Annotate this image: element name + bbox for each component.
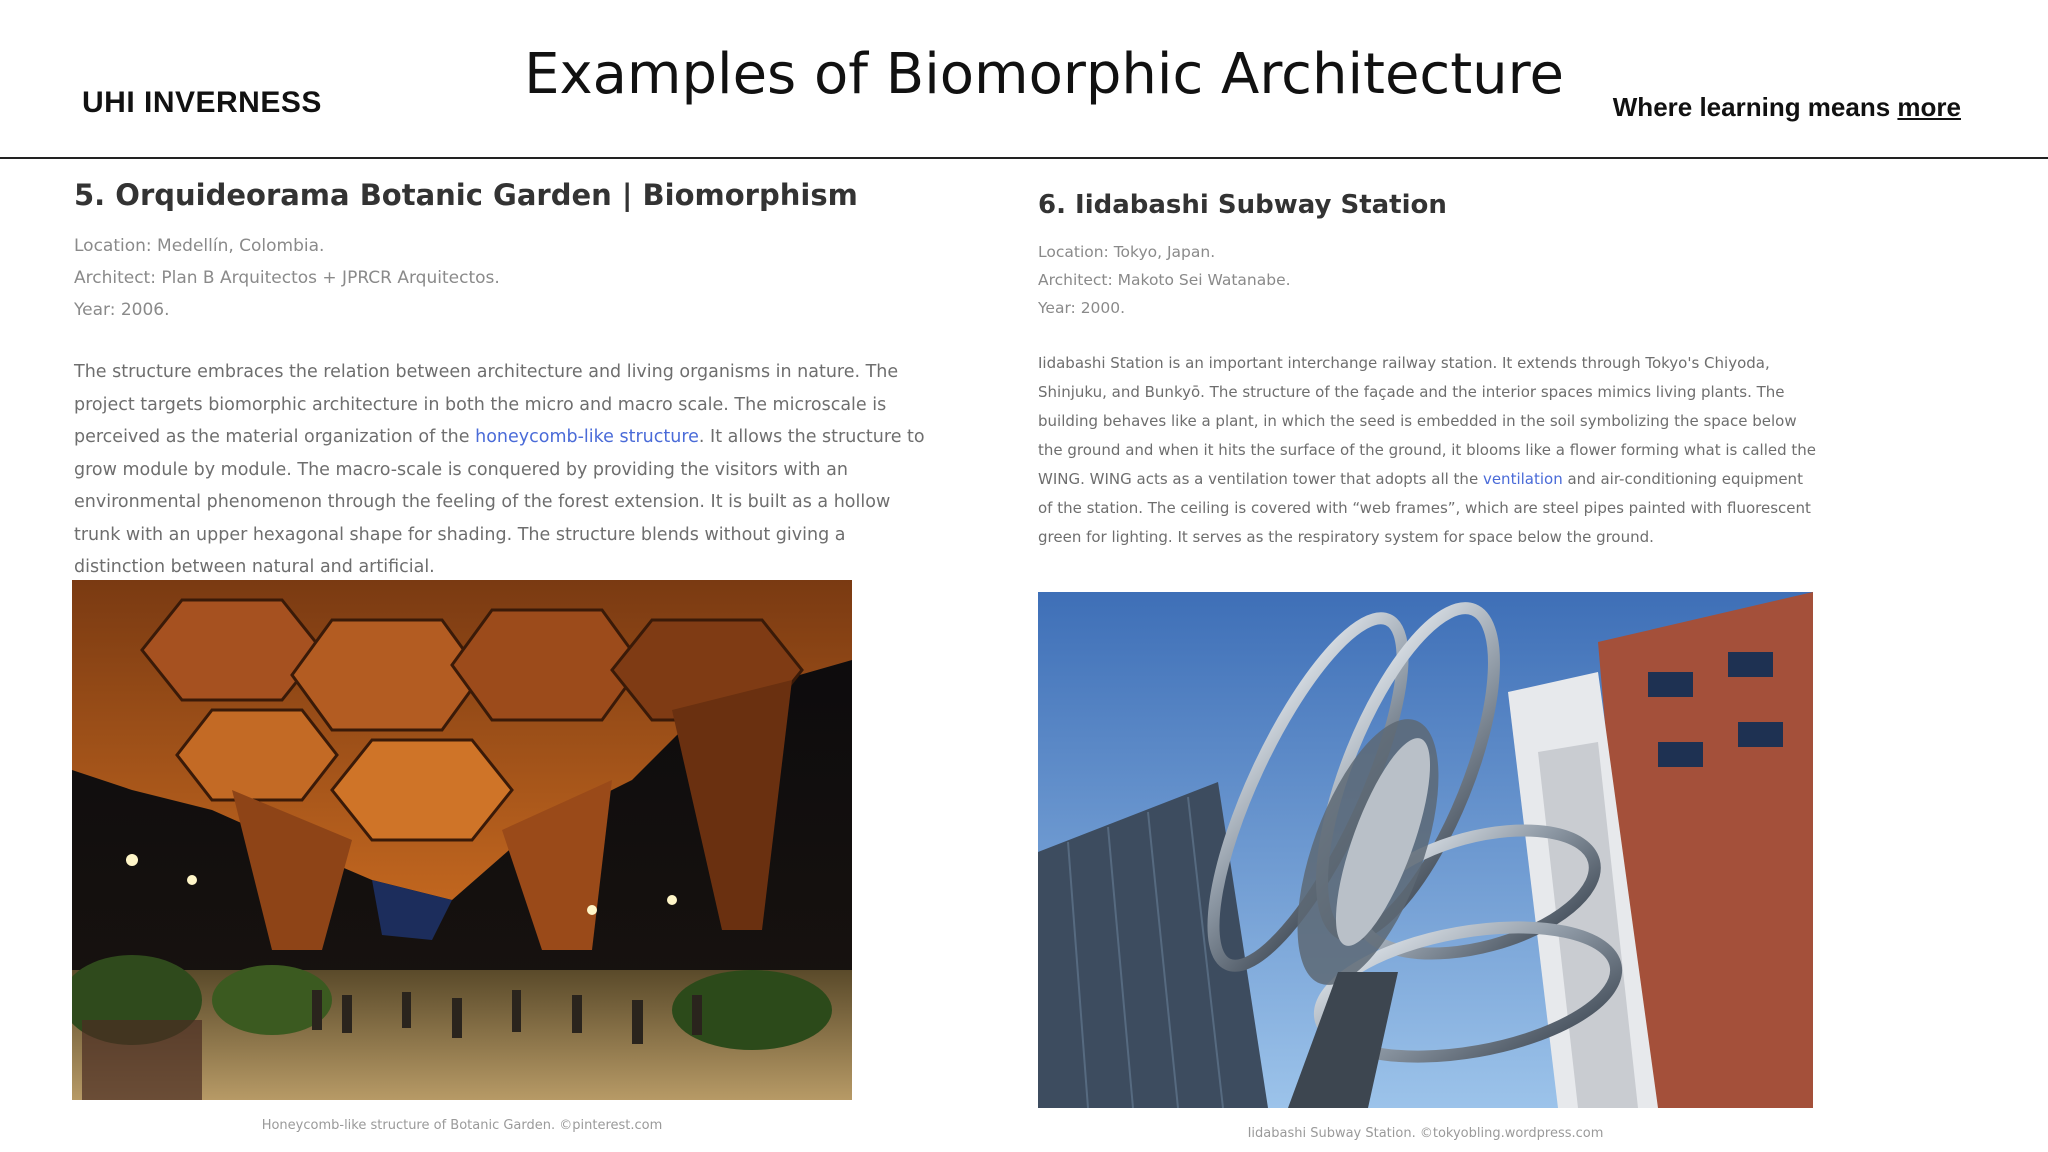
iidabashi-station-photo (1038, 592, 1813, 1108)
orquideorama-photo (72, 580, 852, 1100)
tagline-text: Where learning means (1612, 92, 1898, 122)
description-text-end: and air-conditioning equipment of the station. The ceiling is covered with “web frames”, which are steel pipes painted with fluorescent green for lighting. It serves as the respiratory system for space below the ground. (1038, 470, 1811, 546)
tagline (1613, 92, 1961, 123)
left-column (74, 178, 934, 584)
honeycomb-structure-link[interactable]: honeycomb-like structure (475, 427, 699, 447)
location-line: Location: Tokyo, Japan. (1038, 243, 1216, 261)
description-text-end: . It allows the structure to grow module by module. The macro-scale is conquered by providing the visitors with an environmental phenomenon through the feeling of the forest extension. It is built as a hollow trunk with an upper hexagonal shape for shading. The structure blends without giving a distinction between natural and artificial. (74, 427, 925, 577)
photo-caption: Iidabashi Subway Station. ©tokyobling.wordpress.com (1247, 1126, 1604, 1141)
uhi-inverness-logo: UHI INVERNESS (82, 86, 322, 119)
section-heading-iidabashi: 6. Iidabashi Subway Station (1038, 190, 1447, 220)
description-text-start: The structure embraces the relation between architecture and living organisms in nature. The project targets biomorphic architecture in both the micro and macro scale. The microscale is perceived as the material organization of the (74, 362, 899, 447)
ventilation-link[interactable]: ventilation (1482, 470, 1563, 488)
architect-line: Architect: Plan B Arquitectos + JPRCR Arquitectos. (74, 268, 500, 288)
description-paragraph (74, 356, 934, 584)
header-divider (0, 157, 2048, 159)
photo-caption: Honeycomb-like structure of Botanic Garden. ©pinterest.com (261, 1118, 663, 1133)
project-meta (1038, 238, 1818, 322)
architect-line: Architect: Makoto Sei Watanabe. (1038, 271, 1291, 289)
slide-title: Examples of Biomorphic Architecture (524, 42, 1564, 107)
description-text-start: Iidabashi Station is an important interchange railway station. It extends through Tokyo's Chiyoda, Shinjuku, and Bunkyō. The structure of the façade and the interior spaces mimics living plants. The building behaves like a plant, in which the seed is embedded in the soil symbolizing the space below the ground and when it hits the surface of the ground, it blooms like a flower forming what is called the WING. WING acts as a ventilation tower that adopts all the (1038, 354, 1817, 488)
right-column (1038, 178, 1818, 552)
location-line: Location: Medellín, Colombia. (74, 236, 325, 256)
description-paragraph (1038, 349, 1818, 552)
tagline-more-link[interactable]: more (1897, 92, 1961, 122)
section-heading-orquideorama: 5. Orquideorama Botanic Garden | Biomorphism (74, 178, 858, 212)
year-line: Year: 2000. (1038, 299, 1126, 317)
project-meta (74, 230, 934, 326)
year-line: Year: 2006. (74, 300, 170, 320)
